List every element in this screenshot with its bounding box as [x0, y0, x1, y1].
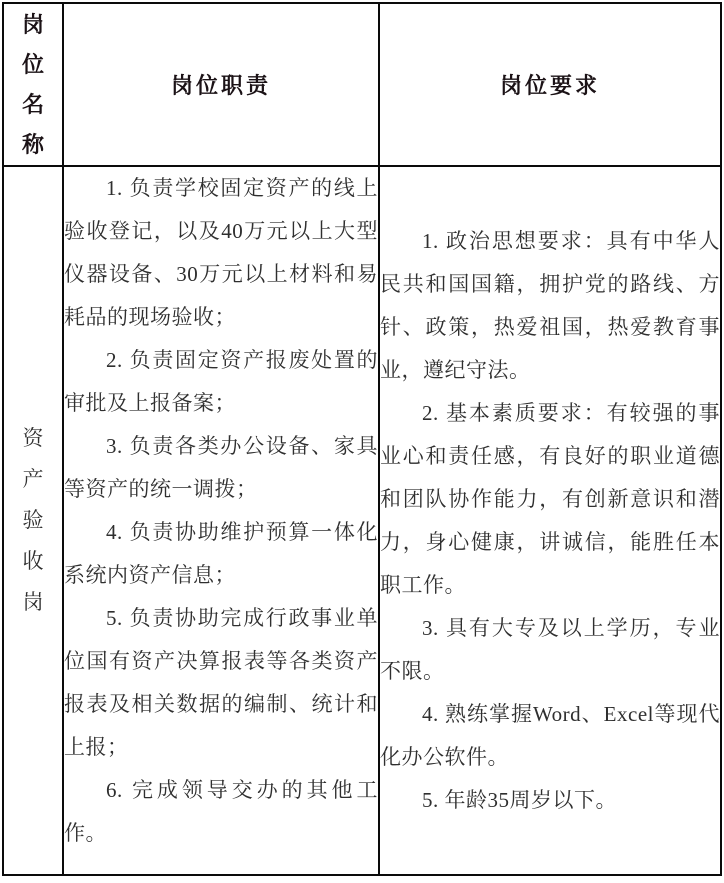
- table-header-row: [3, 3, 721, 166]
- position-name-cell: [3, 166, 63, 875]
- duty-paragraph: 4. 负责协助维护预算一体化系统内资产信息；: [64, 520, 378, 587]
- duty-paragraph: 5. 负责协助完成行政事业单位国有资产决算报表等各类资产报表及相关数据的编制、统计和上报；: [64, 606, 378, 759]
- table-body-row: [3, 166, 721, 875]
- header-cell-requirements: [379, 3, 721, 166]
- job-position-table: [2, 2, 722, 876]
- header-cell-position-name: [3, 3, 63, 166]
- header-cell-duties: [63, 3, 379, 166]
- duty-paragraph: 2. 负责固定资产报废处置的审批及上报备案；: [64, 348, 378, 415]
- position-name-header-label: 岗位名称: [21, 11, 44, 157]
- requirement-paragraph: 3. 具有大专及以上学历，专业不限。: [380, 615, 720, 683]
- duties-cell: [63, 166, 379, 875]
- requirement-paragraph: 2. 基本素质要求：有较强的事业心和责任感，有良好的职业道德和团队协作能力，有创新意识和潜力，身心健康，讲诚信，能胜任本职工作。: [380, 400, 720, 597]
- duties-header-label: 岗位职责: [170, 73, 271, 98]
- duty-paragraph: 1. 负责学校固定资产的线上验收登记，以及40万元以上大型仪器设备、30万元以上材料和易耗品的现场验收；: [64, 176, 378, 329]
- requirement-paragraph: 5. 年龄35周岁以下。: [422, 787, 617, 812]
- position-name-value: 资产验收岗: [22, 426, 44, 614]
- duty-paragraph: 3. 负责各类办公设备、家具等资产的统一调拨；: [64, 434, 378, 501]
- duty-paragraph: 6. 完成领导交办的其他工作。: [64, 778, 378, 845]
- requirement-paragraph: 1. 政治思想要求：具有中华人民共和国国籍，拥护党的路线、方针、政策，热爱祖国，热爱教育事业，遵纪守法。: [380, 228, 720, 382]
- requirements-cell: [379, 166, 721, 875]
- requirements-header-label: 岗位要求: [499, 73, 600, 98]
- requirement-paragraph: 4. 熟练掌握Word、Excel等现代化办公软件。: [380, 701, 720, 769]
